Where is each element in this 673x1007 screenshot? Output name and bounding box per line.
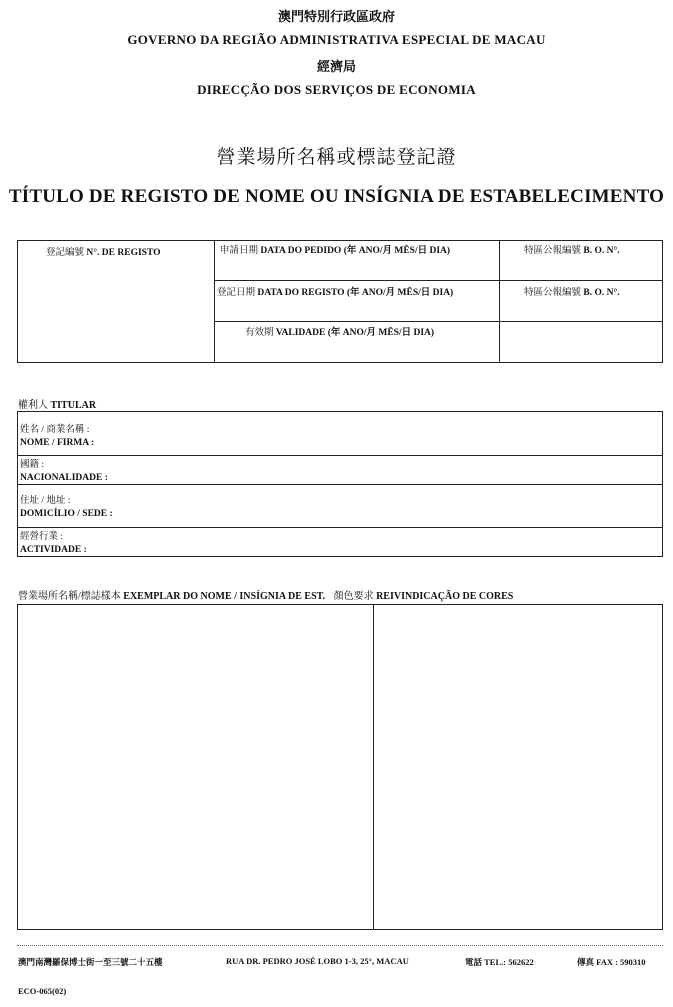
telephone-label-cn: 電話 <box>465 957 483 967</box>
name-insignia-sample-area[interactable] <box>18 605 372 929</box>
validity-date-format: (年 ANO/月 MÊS/日 DIA) <box>327 328 435 338</box>
activity-field[interactable] <box>20 531 87 557</box>
validity-label-pt: VALIDADE <box>275 328 326 338</box>
nationality-label-pt: NACIONALIDADE : <box>20 473 108 483</box>
nationality-label-cn: 國籍 : <box>20 460 45 470</box>
footer-address-chinese: 澳門南灣羅保博士街一至三號二十五樓 <box>18 957 163 967</box>
fax-label-cn: 傳真 <box>577 957 595 967</box>
request-date-label-cn: 申請日期 <box>220 246 259 256</box>
registration-number-label-cn: 登記編號 <box>46 248 85 258</box>
colors-label-pt: REIVINDICAÇÃO DE CORES <box>376 591 514 602</box>
name-label-cn: 姓名 / 商業名稱 : <box>20 425 90 435</box>
bo-number-label-pt: B. O. N°. <box>583 288 620 298</box>
titular-row-divider-3 <box>17 527 663 528</box>
titular-row-divider-1 <box>17 455 663 456</box>
exemplar-label-pt: EXEMPLAR DO NOME / INSÍGNIA DE EST. <box>123 591 326 602</box>
registry-row-divider-1 <box>214 280 663 281</box>
registration-date-format: (年 ANO/月 MÊS/日 DIA) <box>346 288 454 298</box>
bo-number-label-cn: 特區公報編號 <box>524 246 582 256</box>
request-date-field[interactable] <box>220 242 450 256</box>
name-label-pt: NOME / FIRMA : <box>20 438 95 448</box>
registry-divider-left <box>214 240 215 363</box>
document-title-portuguese: TÍTULO DE REGISTO DE NOME OU INSÍGNIA DE ESTABELECIMENTO <box>8 186 665 207</box>
colors-label-cn: 顏色要求 <box>333 591 374 602</box>
activity-label-cn: 經營行業 : <box>20 532 64 542</box>
registry-box <box>17 240 663 363</box>
domicile-label-cn: 住址 / 地址 : <box>20 496 71 506</box>
footer-address-portuguese: RUA DR. PEDRO JOSÉ LOBO 1-3, 25°, MACAU <box>226 956 409 966</box>
name-field[interactable] <box>20 424 94 450</box>
activity-label-pt: ACTIVIDADE : <box>20 545 87 555</box>
titular-section-heading <box>18 396 96 411</box>
government-name-chinese: 澳門特別行政區政府 <box>277 9 395 24</box>
titular-heading-pt: TITULAR <box>50 400 97 411</box>
bo-number-label-cn: 特區公報編號 <box>524 288 582 298</box>
footer-fax <box>577 956 646 968</box>
request-date-label-pt: DATA DO PEDIDO <box>260 246 342 256</box>
exemplar-label-cn: 營業場所名稱/標誌樣本 <box>18 591 121 602</box>
color-claim-area[interactable] <box>374 605 662 929</box>
footer-telephone <box>465 956 534 968</box>
government-name-portuguese: GOVERNO DA REGIÃO ADMINISTRATIVA ESPECIAL DE MACAU <box>127 32 546 47</box>
domicile-field[interactable] <box>20 495 113 521</box>
domicile-label-pt: DOMICÍLIO / SEDE : <box>20 509 113 519</box>
registration-date-label-cn: 登記日期 <box>217 288 256 298</box>
footer-divider <box>17 945 663 946</box>
bo-number-label-pt: B. O. N°. <box>583 246 620 256</box>
request-date-format: (年 ANO/月 MÊS/日 DIA) <box>343 246 451 256</box>
department-name-portuguese: DIRECÇÃO DOS SERVIÇOS DE ECONOMIA <box>197 82 476 97</box>
exemplar-section-heading <box>18 587 513 602</box>
form-code: ECO-065(02) <box>18 986 67 996</box>
titular-row-divider-2 <box>17 484 663 485</box>
registry-row-divider-2 <box>214 321 663 322</box>
titular-heading-cn: 權利人 <box>18 400 48 411</box>
validity-field[interactable] <box>245 324 434 338</box>
telephone-number: TEL.: 562622 <box>484 957 534 967</box>
registration-date-label-pt: DATA DO REGISTO <box>257 288 345 298</box>
registry-divider-right <box>499 240 500 363</box>
registration-number-label-pt: N°. DE REGISTO <box>86 248 161 258</box>
bo-number-field-2[interactable] <box>524 284 620 298</box>
bo-number-field-1[interactable] <box>524 242 620 256</box>
fax-number: FAX : 590310 <box>596 957 646 967</box>
registration-number-field[interactable] <box>46 244 161 258</box>
document-title-chinese: 營業場所名稱或標誌登記證 <box>216 147 457 168</box>
validity-label-cn: 有效期 <box>245 328 274 338</box>
nationality-field[interactable] <box>20 459 108 485</box>
department-name-chinese: 經濟局 <box>316 59 356 74</box>
registration-date-field[interactable] <box>217 284 453 298</box>
